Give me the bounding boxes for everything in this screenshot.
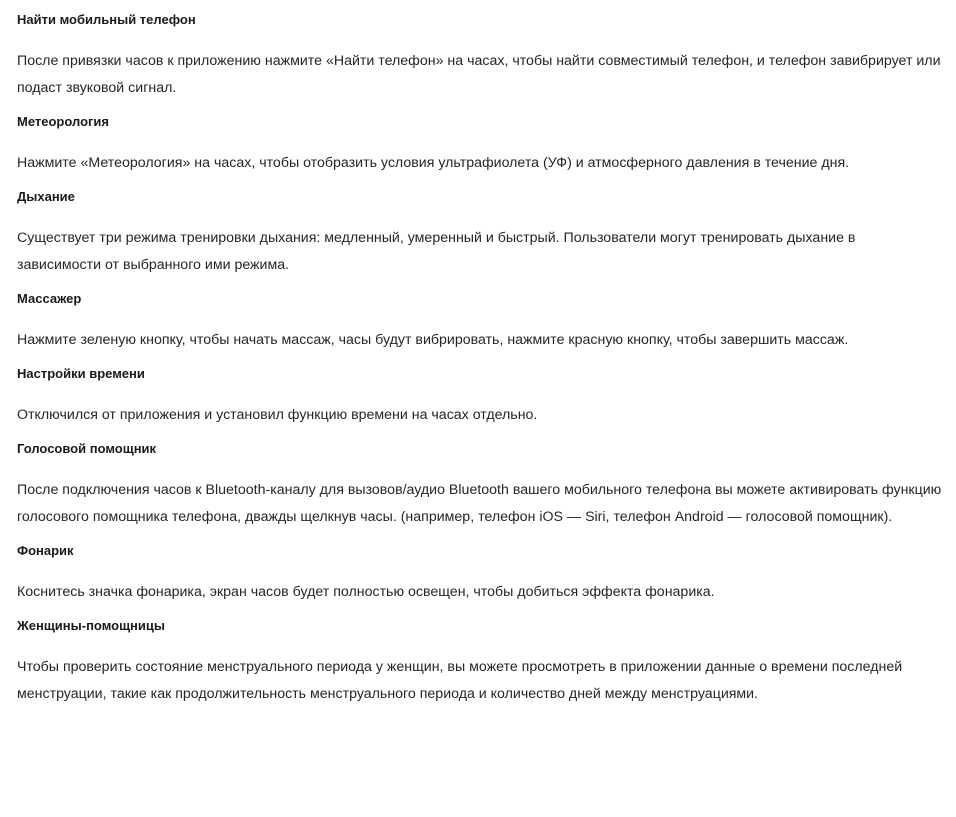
section-text: Чтобы проверить состояние менструального периода у женщин, вы можете просмотреть в приложении данные о времени последней менструации, такие как продолжительность менструального периода и количество дней между менструациями. <box>17 659 903 702</box>
section-heading: Найти мобильный телефон <box>17 12 196 27</box>
section-heading: Массажер <box>17 291 82 306</box>
section-text: Нажмите «Метеорология» на часах, чтобы отобразить условия ультрафиолета (УФ) и атмосферного давления в течение дня. <box>17 155 850 171</box>
section-text: Отключился от приложения и установил функцию времени на часах отдельно. <box>17 407 538 423</box>
section-text: После подключения часов к Bluetooth-каналу для вызовов/аудио Bluetooth вашего мобильного телефона вы можете активировать функцию голосового помощника телефона, дважды щелкнув часы. (например, телефон iOS — Siri, телефон Android — голосовой помощник). <box>17 482 942 525</box>
section-flashlight <box>17 531 942 606</box>
section-text: Коснитесь значка фонарика, экран часов будет полностью освещен, чтобы добиться эффекта фонарика. <box>17 584 715 600</box>
section-meteorology <box>17 102 942 177</box>
section-massager <box>17 279 942 354</box>
section-time-settings <box>17 354 942 429</box>
section-breathing <box>17 177 942 279</box>
section-heading: Голосовой помощник <box>17 441 157 456</box>
section-heading: Женщины-помощницы <box>17 618 165 633</box>
section-heading: Дыхание <box>17 189 75 204</box>
section-find-phone <box>17 0 942 102</box>
section-women-assistant <box>17 606 942 708</box>
section-heading: Настройки времени <box>17 366 145 381</box>
section-heading: Метеорология <box>17 114 110 129</box>
section-text: Нажмите зеленую кнопку, чтобы начать массаж, часы будут вибрировать, нажмите красную кнопку, чтобы завершить массаж. <box>17 332 849 348</box>
section-text: После привязки часов к приложению нажмите «Найти телефон» на часах, чтобы найти совместимый телефон, и телефон завибрирует или подаст звуковой сигнал. <box>17 53 941 96</box>
section-text: Существует три режима тренировки дыхания: медленный, умеренный и быстрый. Пользователи могут тренировать дыхание в зависимости от выбранного ими режима. <box>17 230 856 273</box>
section-heading: Фонарик <box>17 543 74 558</box>
section-voice-assistant <box>17 429 942 531</box>
